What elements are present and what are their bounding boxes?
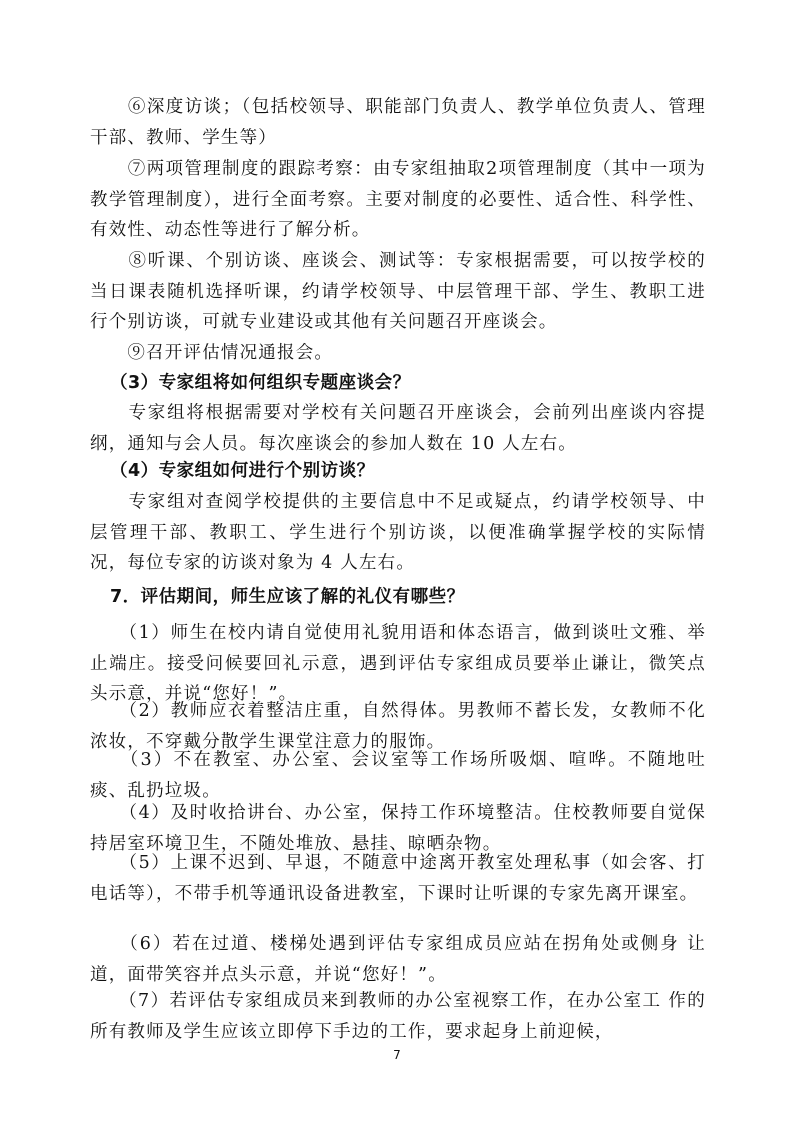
paragraph-etiquette-5: （5）上课不迟到、早退，不随意中途离开教室处理私事（如会客、打电话等），不带手机等通讯设备进教室，下课时让听课的专家先离开课室。 bbox=[90, 853, 706, 904]
paragraph-individual-interview: 专家组对查阅学校提供的主要信息中不足或疑点，约请学校领导、中层管理干部、教职工、学生进行个别访谈，以便准确掌握学校的实际情况，每位专家的访谈对象为 4 人左右。 bbox=[90, 492, 706, 573]
paragraph-forum: 专家组将根据需要对学校有关问题召开座谈会，会前列出座谈内容提纲，通知与会人员。每次座谈会的参加人数在 10 人左右。 bbox=[90, 403, 706, 454]
heading-individual-interview: （4）专家组如何进行个别访谈？ bbox=[110, 461, 375, 481]
paragraph-etiquette-7: （7）若评估专家组成员来到教师的办公室视察工作，在办公室工 作的所有教师及学生应该立即停下手边的工作，要求起身上前迎候， bbox=[90, 991, 706, 1042]
heading-forum: （3）专家组将如何组织专题座谈会？ bbox=[110, 373, 411, 393]
paragraph-etiquette-4: （4）及时收拾讲台、办公室，保持工作环境整洁。住校教师要自觉保持居室环境卫生，不随处堆放、悬挂、晾晒杂物。 bbox=[90, 803, 706, 854]
paragraph-etiquette-1: （1）师生在校内请自觉使用礼貌用语和体态语言，做到谈吐文雅、举止端庄。接受问候要回礼示意，遇到评估专家组成员要举止谦让，微笑点头示意，并说“您好！”。 bbox=[90, 623, 706, 704]
paragraph-briefing-meeting: ⑨召开评估情况通报会。 bbox=[90, 343, 334, 363]
page-number: 7 bbox=[393, 1048, 401, 1062]
paragraph-etiquette-3: （3）不在教室、办公室、会议室等工作场所吸烟、喧哗。不随地吐痰、乱扔垃圾。 bbox=[90, 750, 706, 801]
heading-etiquette: 7．评估期间，师生应该了解的礼仪有哪些？ bbox=[110, 587, 465, 607]
paragraph-etiquette-6: （6）若在过道、楼梯处遇到评估专家组成员应站在拐角处或侧身 让道，面带笑容并点头示意，并说“您好！”。 bbox=[90, 934, 706, 985]
paragraph-lecture-listening: ⑧听课、个别访谈、座谈会、测试等：专家根据需要，可以按学校的当日课表随机选择听课，约请学校领导、中层管理干部、学生、教职工进行个别访谈，可就专业建设或其他有关问题召开座谈会。 bbox=[90, 251, 706, 332]
paragraph-etiquette-2: （2）教师应衣着整洁庄重，自然得体。男教师不蓄长发，女教师不化浓妆，不穿戴分散学生课堂注意力的服饰。 bbox=[90, 701, 706, 752]
paragraph-depth-interview: ⑥深度访谈；（包括校领导、职能部门负责人、教学单位负责人、管理干部、教师、学生等） bbox=[90, 97, 706, 148]
paragraph-management-system-review: ⑦两项管理制度的跟踪考察：由专家组抽取2项管理制度（其中一项为教学管理制度），进行全面考察。主要对制度的必要性、适合性、科学性、有效性、动态性等进行了解分析。 bbox=[90, 159, 706, 240]
